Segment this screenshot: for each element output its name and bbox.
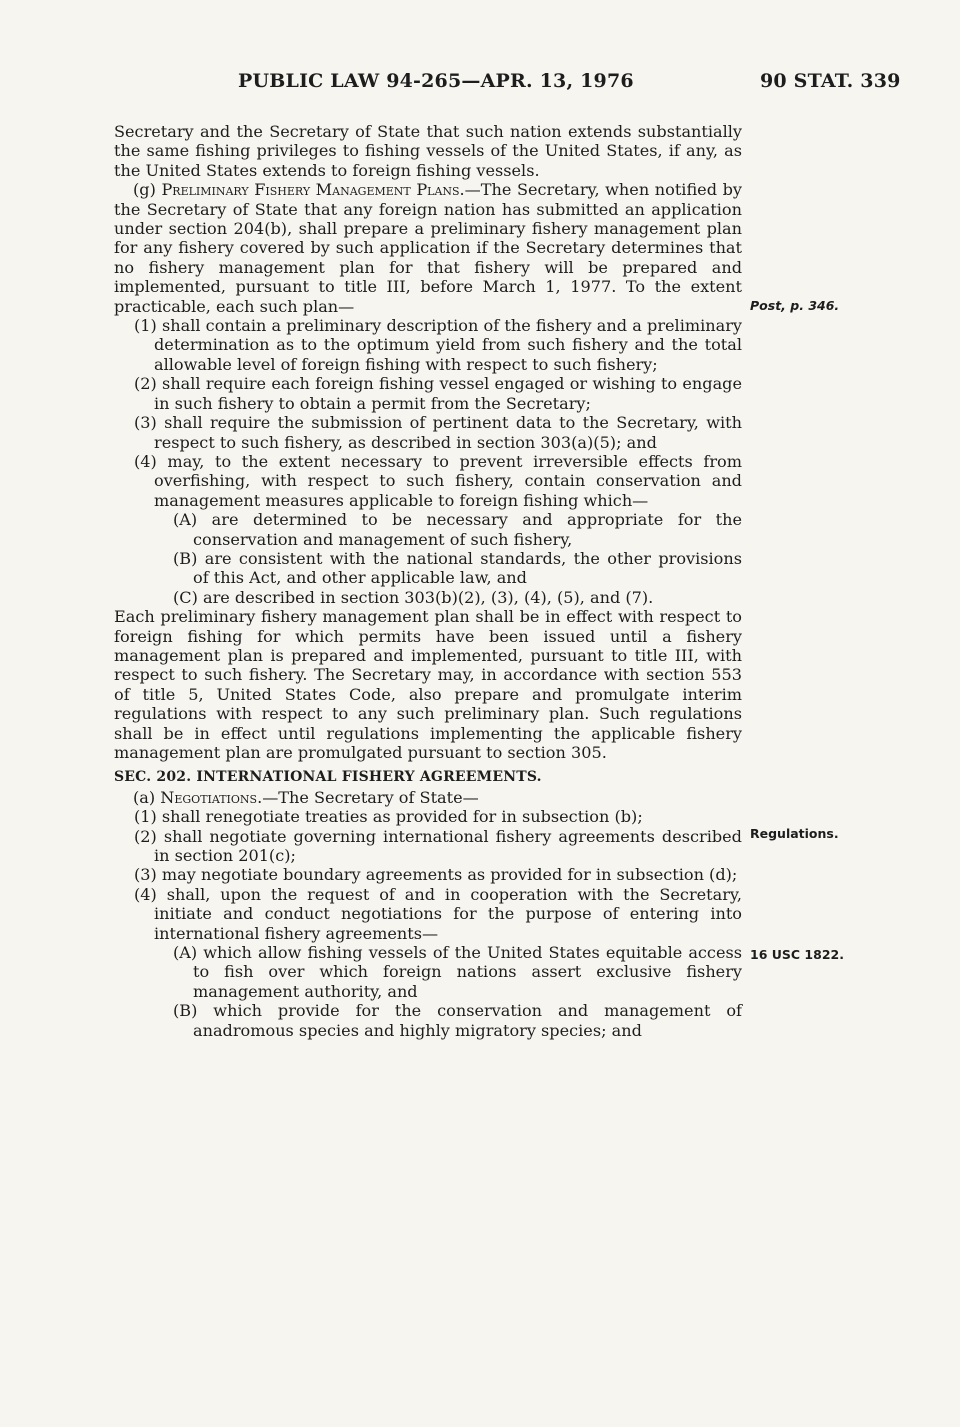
- section-heading: SEC. 202. INTERNATIONAL FISHERY AGREEMENTS.: [114, 769, 542, 786]
- clause: (2) shall require each foreign fishing vessel engaged or wishing to engage in such fishery to obtain a permit from the Secretary;: [134, 374, 742, 413]
- subsection-text: —The Secretary of State—: [262, 787, 479, 807]
- clause: (1) shall renegotiate treaties as provided for in subsection (b);: [134, 807, 643, 827]
- subsection-text: —The Secretary, when notified by the Secretary of State that any foreign nation has submitted an application under section 204(b), shall prepare a preliminary fishery management plan for any fishery covered by such application if the Secretary determines that no fishery management plan for that fishery will be prepared and implemented, pursuant to title III, before March 1, 1977. To the extent practicable, each such plan—: [114, 180, 742, 316]
- subsection-heading: Negotiations.: [160, 787, 263, 807]
- running-header-title: PUBLIC LAW 94-265—APR. 13, 1976: [238, 70, 634, 92]
- subclause: (A) are determined to be necessary and appropriate for the conservation and management of such fishery,: [173, 510, 742, 549]
- margin-note-post: Post, p. 346.: [750, 298, 840, 313]
- subclause: (B) which provide for the conservation and management of anadromous species and highly migratory species; and: [173, 1001, 742, 1040]
- subsection-g: [114, 180, 742, 316]
- body-text: [114, 122, 742, 1040]
- clause: (3) shall require the submission of pertinent data to the Secretary, with respect to such fishery, as described in section 303(a)(5); and: [134, 413, 742, 452]
- subclause: (A) which allow fishing vessels of the United States equitable access to fish over which foreign nations assert exclusive fishery management authority, and: [173, 943, 742, 1001]
- clause: (2) shall negotiate governing international fishery agreements described in section 201(c);: [134, 826, 742, 866]
- paragraph: Each preliminary fishery management plan shall be in effect with respect to foreign fishing for which permits have been issued until a fishery management plan is prepared and implemented, pursuant to title III, with respect to such fishery. The Secretary may, in accordance with section 553 of title 5, United States Code, also prepare and promulgate interim regulations with respect to any such preliminary plan. Such regulations shall be in effect until regulations implementing the applicable fishery management plan are promulgated pursuant to section 305.: [114, 607, 742, 762]
- subsection-heading: Preliminary Fishery Management Plans.: [161, 180, 465, 200]
- subclause: (C) are described in section 303(b)(2), (3), (4), (5), and (7).: [173, 587, 654, 607]
- subclause: (B) are consistent with the national standards, the other provisions of this Act, and other applicable law, and: [173, 548, 742, 588]
- running-header-stat: 90 STAT. 339: [760, 70, 901, 92]
- subsection-label: (a): [133, 787, 161, 807]
- clause: (3) may negotiate boundary agreements as provided for in subsection (d);: [134, 865, 738, 885]
- clause: (4) shall, upon the request of and in cooperation with the Secretary, initiate and conduct negotiations for the purpose of entering into international fishery agreements—: [134, 884, 742, 943]
- margin-note-usc: 16 USC 1822.: [750, 947, 844, 962]
- clause: (1) shall contain a preliminary description of the fishery and a preliminary determination as to the optimum yield from such fishery and the total allowable level of foreign fishing with respect to such fishery;: [134, 316, 742, 374]
- clause: (4) may, to the extent necessary to prevent irreversible effects from overfishing, with respect to such fishery, contain conservation and management measures applicable to foreign fishing which—: [134, 451, 742, 510]
- paragraph: Secretary and the Secretary of State that such nation extends substantially the same fishing privileges to fishing vessels of the United States, if any, as the United States extends to foreign fishing vessels.: [114, 122, 742, 180]
- margin-note-regulations: Regulations.: [750, 826, 839, 841]
- subsection-a: [114, 788, 742, 807]
- subsection-label: (g): [133, 180, 162, 200]
